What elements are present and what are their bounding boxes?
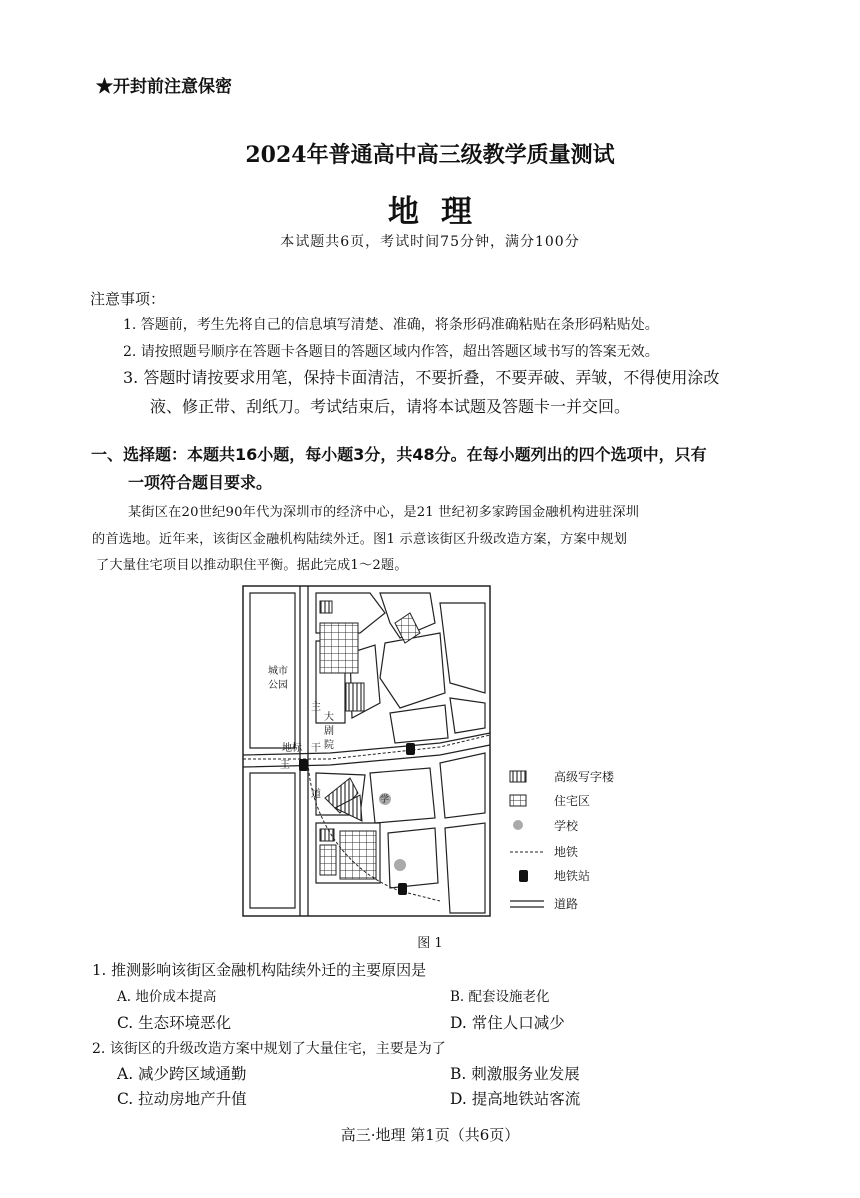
map-label-theater: 院 [324,740,334,751]
passage-line: 了大量住宅项目以推动职住平衡。据此完成1～2题。 [96,558,408,573]
map-label-main-road: 主 [311,702,321,713]
passage-line: 某街区在20世纪90年代为深圳市的经济中心，是21 世纪初多家跨国金融机构进驻深圳 [128,505,640,520]
map-label-landmark: 王 [280,760,290,771]
legend-label: 道路 [554,897,579,911]
question-option: D. 常住人口减少 [450,1014,565,1032]
notice-item: 1. 答题前，考生先将自己的信息填写清楚、准确，将条形码准确粘贴在条形码粘贴处。 [123,317,659,333]
section-heading-continuation: 一项符合题目要求。 [128,473,273,492]
question-option: A. 减少跨区域通勤 [117,1065,247,1083]
exam-info: 本试题共6页，考试时间75分钟，满分100分 [280,234,580,250]
passage-line: 的首选地。近年来，该街区金融机构陆续外迁。图1 示意该街区升级改造方案，方案中规划 [92,532,628,547]
map-label-school: 学 [380,795,390,805]
subject-title: 地理 [388,194,494,230]
question-stem: 1. 推测影响该街区金融机构陆续外迁的主要原因是 [92,961,427,979]
residential-block [340,831,376,879]
map-label-main-road: 道 [311,789,321,800]
map-label-park: 城市 [268,666,288,677]
district-map-figure [240,583,640,923]
residential-block [320,623,358,673]
page-footer: 高三·地理 第1页（共6页） [340,1126,520,1144]
office-building-block [346,683,364,711]
map-label-main-road: 干 [311,743,321,754]
map-label-theater: 剧 [324,726,334,737]
question-stem: 2. 该街区的升级改造方案中规划了大量住宅，主要是为了 [92,1041,446,1057]
residential-block [320,845,336,875]
legend-label: 住宅区 [554,794,591,808]
question-option: C. 生态环境恶化 [117,1014,232,1032]
legend-label: 地铁站 [554,869,591,883]
notice-item-continuation: 液、修正带、刮纸刀。考试结束后，请将本试题及答题卡一并交回。 [150,397,631,416]
office-building-block [320,601,332,613]
map-label-landmark: 地标 [282,743,302,754]
figure-caption: 图 1 [417,936,443,951]
question-option: B. 配套设施老化 [450,989,550,1005]
exam-title: 2024年普通高中高三级教学质量测试 [245,142,615,168]
map-label-theater: 大 [324,712,334,723]
question-option: B. 刺激服务业发展 [450,1065,580,1083]
legend-label: 学校 [554,819,579,833]
notice-heading: 注意事项： [90,290,166,308]
confidential-notice: ★开封前注意保密 [96,77,232,97]
map-legend [510,769,615,911]
legend-label: 高级写字楼 [554,770,615,784]
legend-label: 地铁 [554,845,579,859]
question-option: A. 地价成本提高 [117,989,217,1005]
notice-item: 2. 请按照题号顺序在答题卡各题目的答题区域内作答，超出答题区域书写的答案无效。 [123,344,659,360]
question-option: C. 拉动房地产升值 [117,1090,247,1108]
notice-item: 3. 答题时请按要求用笔，保持卡面清洁，不要折叠，不要弄破、弄皱，不得使用涂改 [123,368,720,387]
map-label-park: 公园 [268,680,288,691]
section-heading: 一、选择题：本题共16小题，每小题3分，共48分。在每小题列出的四个选项中，只有 [91,445,707,464]
question-option: D. 提高地铁站客流 [450,1090,581,1108]
